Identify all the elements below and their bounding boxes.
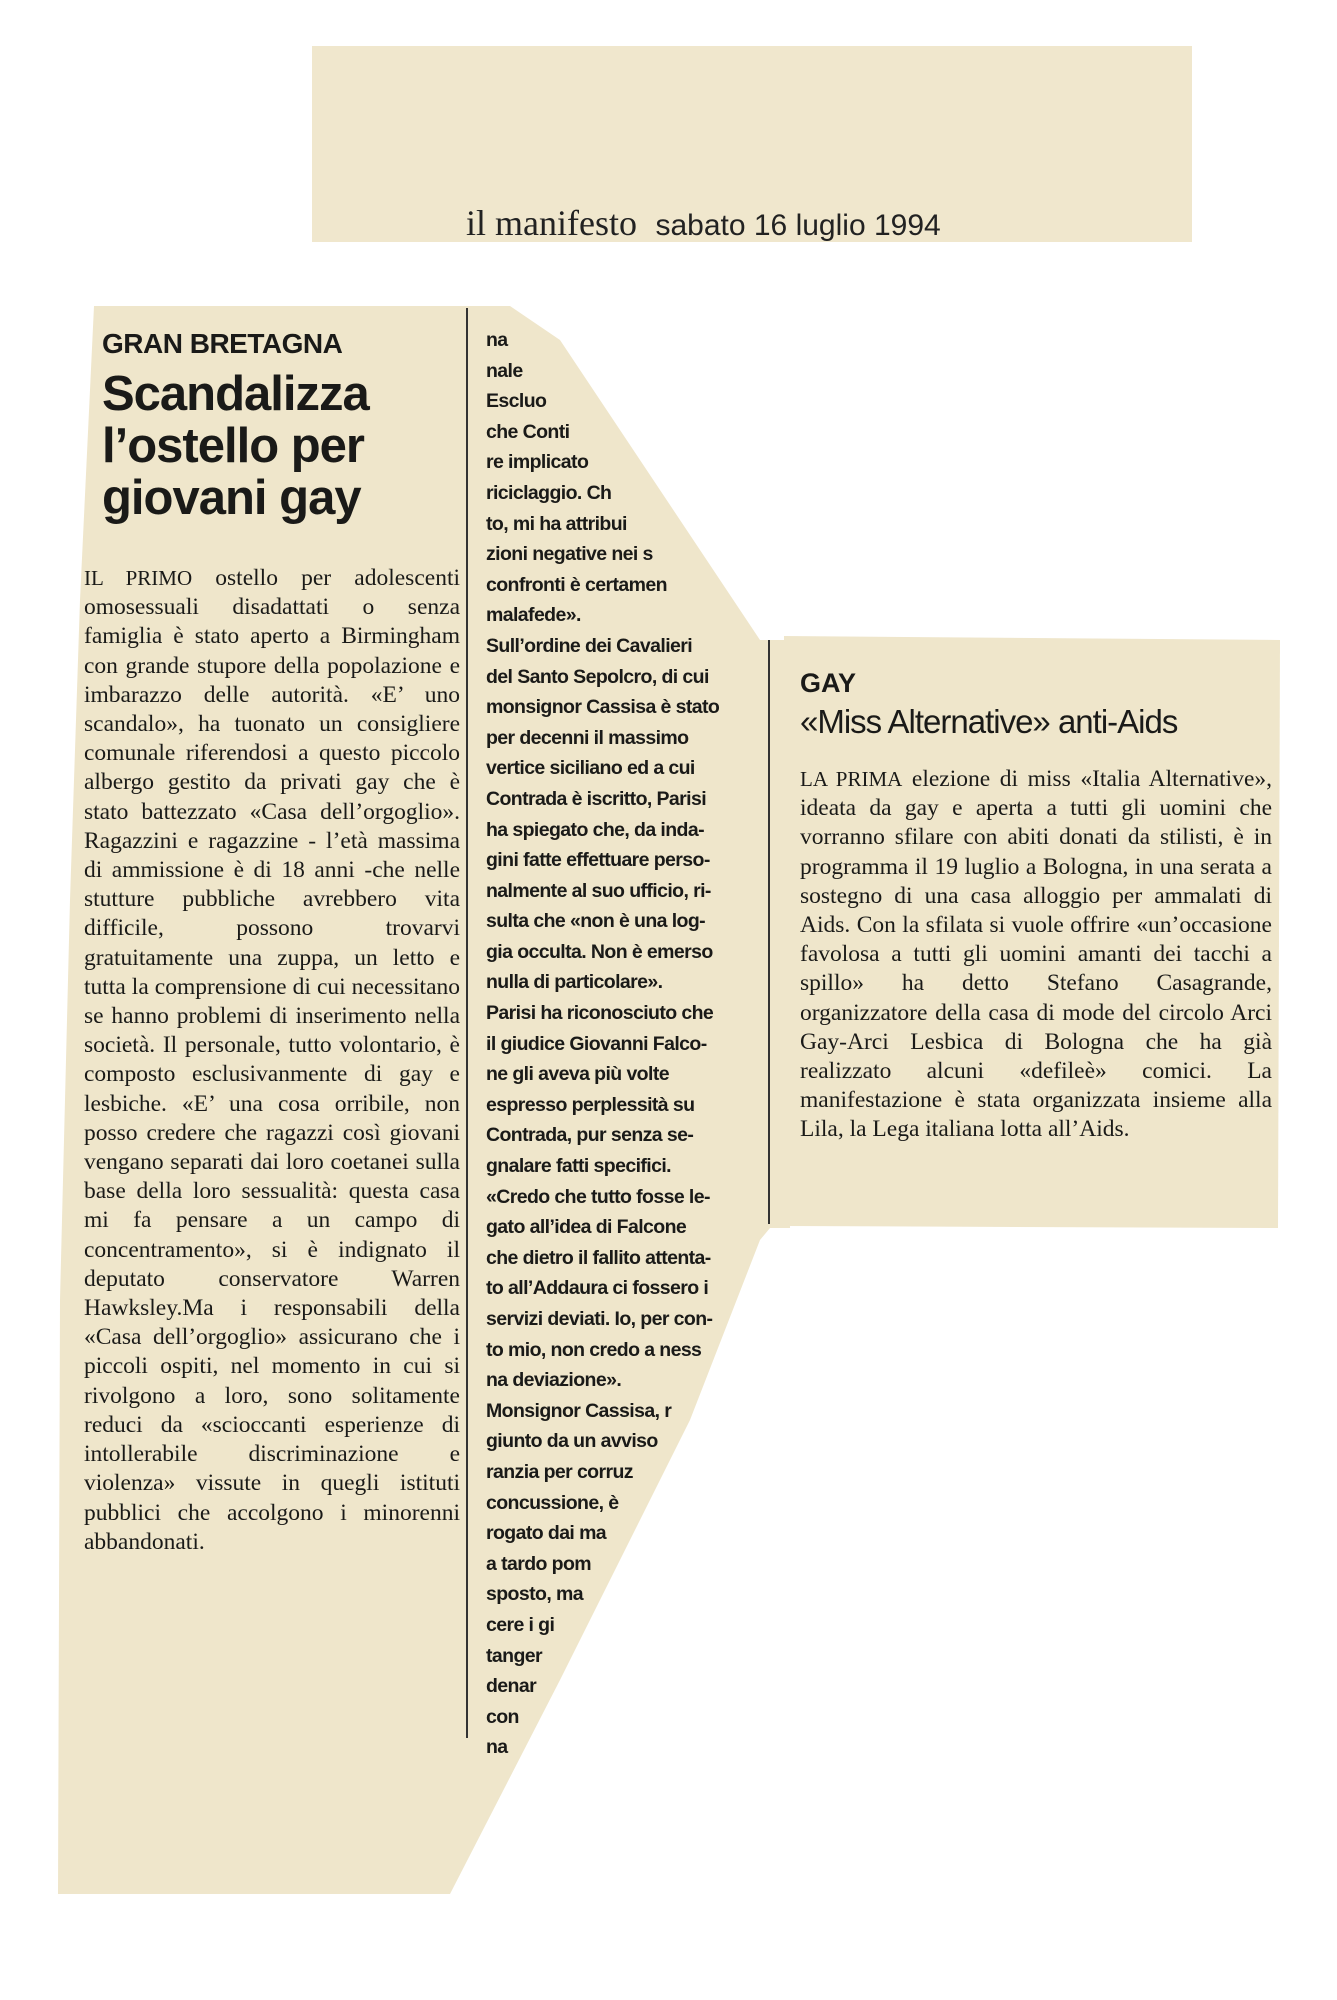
middle-column-line: sulta che «non è una log- bbox=[486, 910, 706, 933]
middle-column-line: Parisi ha riconosciuto che bbox=[486, 1002, 714, 1025]
right-article-text: elezione di miss «Italia Alternative», ideata da gay e aperta a tutti gli uomini che vorranno sfilare con abiti donati da stilisti, è in programma il 19 luglio a Bologna, in una serata a sostegno di una casa alloggio per ammalati di Aids. Con la sfilata si vuole offrire «un’occasione favolosa a tutti gli uomini amanti dei tacchi a spillo» ha detto Stefano Casagrande, organizzatore della casa di mode del circolo Arci Gay-Arci Lesbica di Bologna che ha già realizzato alcuni «defileè» comici. La manifestazione è stata organizzata insieme alla Lila, la Lega italiana lotta all’Aids. bbox=[800, 766, 1273, 1143]
middle-column-line: giunto da un avviso bbox=[486, 1430, 658, 1453]
middle-column-line: confronti è certamen bbox=[486, 573, 667, 596]
right-article bbox=[800, 668, 1272, 1145]
middle-column-line: to mio, non credo a ness bbox=[486, 1338, 702, 1361]
middle-column-line: servizi deviati. Io, per con- bbox=[486, 1308, 713, 1330]
middle-column-line: Escluo bbox=[486, 390, 547, 413]
middle-column bbox=[486, 326, 766, 1764]
middle-column-line: vertice siciliano ed a cui bbox=[486, 757, 695, 780]
middle-column-line: espresso perplessità su bbox=[486, 1093, 695, 1116]
middle-column-line: del Santo Sepolcro, di cui bbox=[486, 665, 709, 688]
publication-date: sabato 16 luglio 1994 bbox=[655, 209, 941, 242]
middle-column-line: ha spiegato che, da inda- bbox=[486, 818, 704, 841]
middle-column-line: Monsignor Cassisa, r bbox=[486, 1399, 672, 1422]
left-article-body bbox=[84, 564, 460, 1557]
middle-column-line: sposto, ma bbox=[486, 1583, 583, 1606]
middle-column-line: to all’Addaura ci fossero i bbox=[486, 1277, 709, 1300]
left-article-headline: Scandalizza l’ostello per giovani gay bbox=[102, 367, 369, 525]
middle-column-line: na bbox=[486, 1736, 508, 1759]
middle-column-line: tanger bbox=[486, 1644, 542, 1667]
middle-column-line: per decenni il massimo bbox=[486, 726, 689, 749]
middle-column-line: monsignor Cassisa è stato bbox=[486, 696, 720, 719]
middle-column-line: nale bbox=[486, 359, 523, 382]
middle-column-line: zioni negative nei s bbox=[486, 543, 653, 566]
middle-column-line: gini fatte effettuare perso- bbox=[486, 849, 710, 872]
middle-column-line: cere i gi bbox=[486, 1613, 555, 1636]
middle-column-line: che dietro il fallito attenta- bbox=[486, 1246, 711, 1269]
middle-column-line: na deviazione». bbox=[486, 1369, 622, 1392]
middle-column-line: nalmente al suo ufficio, ri- bbox=[486, 879, 711, 902]
middle-column-line: na bbox=[486, 329, 508, 351]
middle-column-line: ne gli aveva più volte bbox=[486, 1063, 669, 1086]
middle-column-line: il giudice Giovanni Falco- bbox=[486, 1032, 707, 1055]
right-article-body bbox=[800, 765, 1272, 1145]
middle-column-line: con bbox=[486, 1705, 519, 1728]
column-rule-right bbox=[768, 640, 770, 1224]
publication-name: il manifesto bbox=[466, 203, 637, 243]
right-article-lead: LA PRIMA bbox=[800, 767, 903, 791]
right-article-kicker: GAY bbox=[800, 668, 857, 698]
middle-column-line: «Credo che tutto fosse le- bbox=[486, 1185, 710, 1208]
middle-column-line: che Conti bbox=[486, 420, 570, 443]
middle-column-line: gia occulta. Non è emerso bbox=[486, 940, 713, 963]
middle-column-line: denar bbox=[486, 1675, 537, 1698]
middle-column-line: rogato dai ma bbox=[486, 1522, 607, 1545]
middle-column-line: gato all’idea di Falcone bbox=[486, 1216, 687, 1239]
middle-column-line: re implicato bbox=[486, 451, 589, 474]
column-rule-left bbox=[466, 308, 468, 1738]
middle-column-line: Sull’ordine dei Cavalieri bbox=[486, 634, 693, 657]
middle-column-line: nulla di particolare». bbox=[486, 971, 663, 994]
middle-column-line: gnalare fatti specifici. bbox=[486, 1155, 671, 1178]
middle-column-line: ranzia per corruz bbox=[486, 1460, 633, 1483]
left-article-text: ostello per adolescenti omosessuali disadattati o senza famiglia è stato aperto a Birmingham con grande stupore della popolazione e imbarazzo delle autorità. «E’ uno scandalo», ha tuonato un consigliere comunale riferendosi a questo piccolo albergo gestito da privati gay che è stato battezzato «Casa dell’orgoglio». Ragazzini e ragazzine - l’età massima di ammissione è di 18 anni -che nelle stutture pubbliche avrebbero vita difficile, possono trovarvi gratuitamente una zuppa, un letto e tutta la comprensione di cui necessitano se hanno problemi di inserimento nella società. Il personale, tutto volontario, è composto esclusivanmente di gay e lesbiche. «E’ una cosa orribile, non posso credere che ragazzi così giovani vengano separati dai loro coetanei sulla base della loro sessualità: questa casa mi fa pensare a un campo di concentramento», si è indignato il deputato conservatore Warren Hawksley.Ma i responsabili della «Casa dell’orgoglio» assicurano che i piccoli ospiti, nel momento in cui si rivolgono a loro, sono solitamente reduci da «scioccanti esperienze di intollerabile discriminazione e violenza» vissute in quegli istituti pubblici che accolgono i minorenni abbandonati. bbox=[84, 565, 460, 1555]
middle-column-line: riciclaggio. Ch bbox=[486, 481, 612, 504]
left-article bbox=[84, 328, 460, 1557]
right-article-headline: «Miss Alternative» anti-Aids bbox=[800, 703, 1178, 740]
middle-column-line: Contrada, pur senza se- bbox=[486, 1124, 694, 1147]
middle-column-line: a tardo pom bbox=[486, 1552, 591, 1575]
middle-column-line: to, mi ha attribui bbox=[486, 512, 627, 535]
middle-column-line: Contrada è iscritto, Parisi bbox=[486, 787, 707, 810]
middle-column-line: concussione, è bbox=[486, 1491, 619, 1514]
left-article-lead: IL PRIMO bbox=[84, 566, 193, 590]
left-article-kicker: GRAN BRETAGNA bbox=[102, 328, 343, 359]
middle-column-line: malafede». bbox=[486, 604, 581, 627]
